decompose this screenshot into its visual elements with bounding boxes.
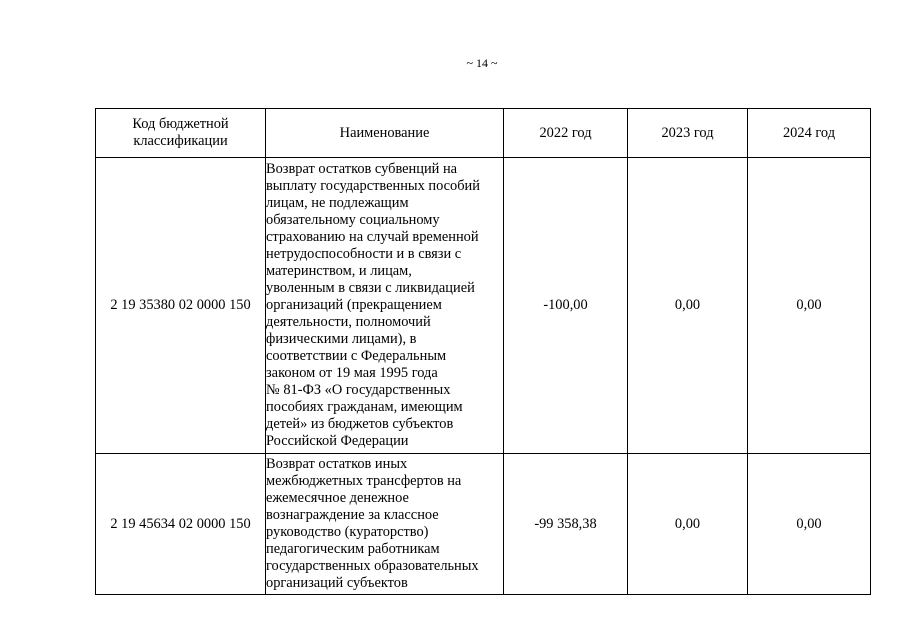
table-row [96, 158, 871, 454]
table-row [96, 454, 871, 595]
name-line: ежемесячное денежное [266, 490, 409, 506]
header-2023: 2023 год [628, 109, 748, 158]
name-line: межбюджетных трансфертов на [266, 473, 462, 489]
header-code [96, 109, 266, 158]
row-code: 2 19 45634 02 0000 150 [96, 454, 266, 595]
name-line: вознаграждение за классное [266, 507, 439, 523]
header-2024: 2024 год [748, 109, 871, 158]
name-line: выплату государственных пособий [266, 178, 480, 194]
header-2022: 2022 год [504, 109, 628, 158]
header-code-line2: классификации [133, 133, 228, 149]
name-line: уволенным в связи с ликвидацией [266, 280, 475, 296]
name-line: законом от 19 мая 1995 года [266, 365, 438, 381]
name-line: обязательному социальному [266, 212, 440, 228]
name-line: физическими лицами), в [266, 331, 417, 347]
name-line: деятельности, полномочий [266, 314, 431, 330]
name-line: Возврат остатков иных [266, 456, 408, 472]
name-line: организаций субъектов [266, 575, 408, 591]
name-line: пособиях гражданам, имеющим [266, 399, 463, 415]
row-value-2024: 0,00 [748, 158, 871, 454]
row-value-2023: 0,00 [628, 454, 748, 595]
row-code: 2 19 35380 02 0000 150 [96, 158, 266, 454]
row-value-2022: -99 358,38 [504, 454, 628, 595]
name-line: руководство (кураторство) [266, 524, 429, 540]
page-number: ~ 14 ~ [466, 56, 498, 70]
name-line: № 81-ФЗ «О государственных [266, 382, 451, 398]
row-value-2024: 0,00 [748, 454, 871, 595]
row-value-2022: -100,00 [504, 158, 628, 454]
name-line: государственных образовательных [266, 558, 479, 574]
name-line: страхованию на случай временной [266, 229, 479, 245]
table-header-row [96, 109, 871, 158]
name-line: детей» из бюджетов субъектов [266, 416, 454, 432]
name-line: нетрудоспособности и в связи с [266, 246, 462, 262]
name-line: педагогическим работникам [266, 541, 440, 557]
name-line: материнством, и лицам, [266, 263, 412, 279]
header-name: Наименование [266, 109, 504, 158]
row-name [266, 454, 504, 595]
name-line: организаций (прекращением [266, 297, 442, 313]
name-line: Российской Федерации [266, 433, 409, 449]
budget-table [95, 108, 871, 595]
name-line: Возврат остатков субвенций на [266, 161, 458, 177]
row-name [266, 158, 504, 454]
name-line: соответствии с Федеральным [266, 348, 447, 364]
row-value-2023: 0,00 [628, 158, 748, 454]
name-line: лицам, не подлежащим [266, 195, 409, 211]
header-code-line1: Код бюджетной [132, 116, 229, 132]
